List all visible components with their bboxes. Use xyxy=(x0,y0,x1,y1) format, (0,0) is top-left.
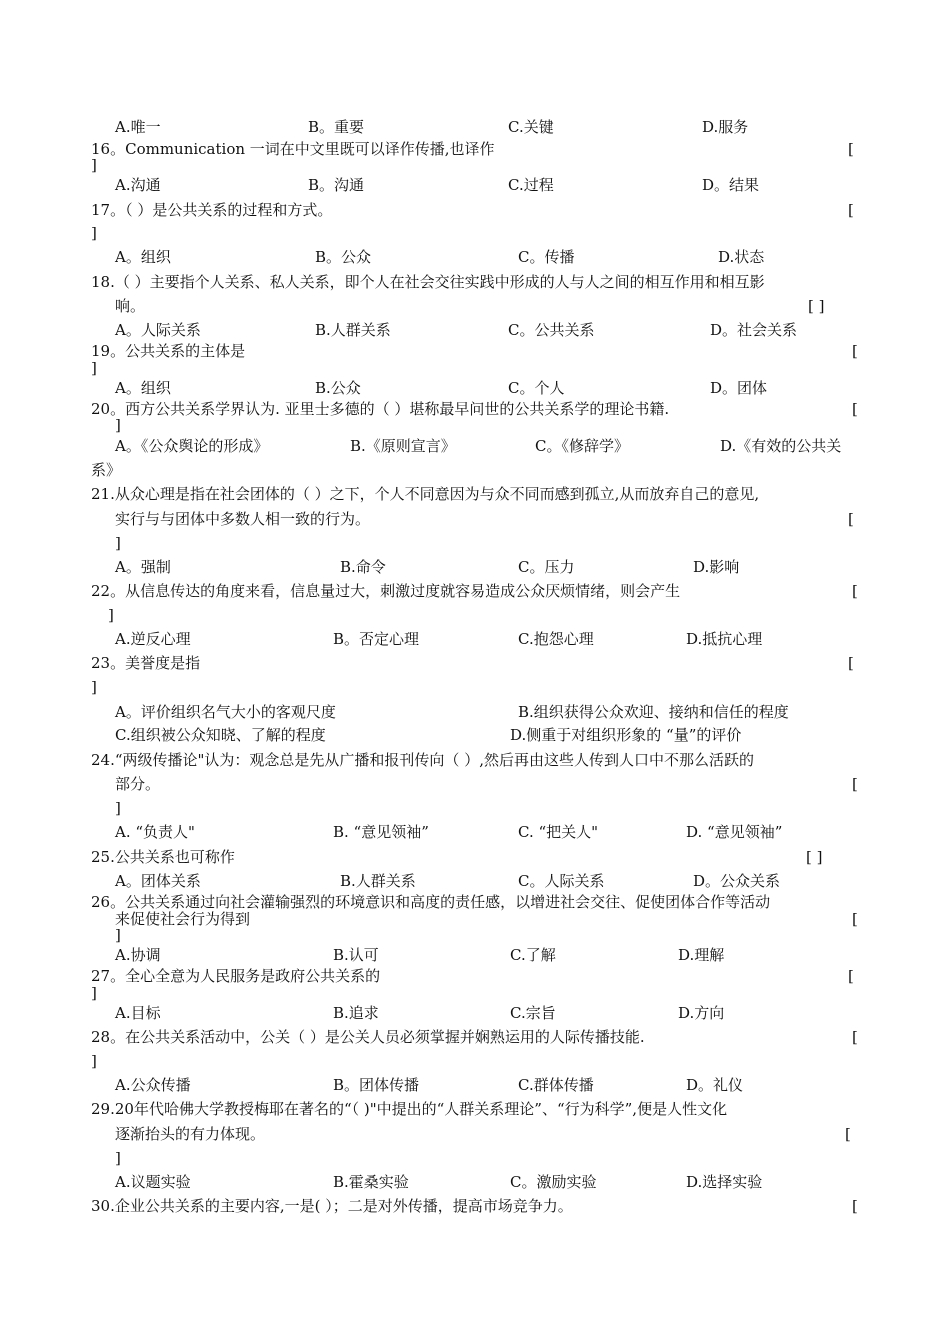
option-a: A.目标 xyxy=(115,1004,161,1022)
option-a: A.唯一 xyxy=(115,118,161,136)
question-stem-continued: 逐渐抬头的有力体现。 xyxy=(115,1125,266,1143)
answer-bracket-open: [ xyxy=(852,582,858,600)
answer-bracket-close: ] xyxy=(115,799,121,817)
question-stem: 16。Communication 一词在中文里既可以译作传播,也译作 xyxy=(91,140,495,158)
option-c: C。《修辞学》 xyxy=(535,437,629,455)
option-c: C。传播 xyxy=(518,248,575,266)
option-a: A。人际关系 xyxy=(115,321,201,339)
option-b: B.人群关系 xyxy=(340,872,416,890)
option-b: B.认可 xyxy=(333,946,379,964)
option-b: B。沟通 xyxy=(308,176,365,194)
option-a: A.议题实验 xyxy=(115,1173,191,1191)
option-d: D. “意见领袖” xyxy=(686,823,783,841)
option-c: C.关键 xyxy=(508,118,554,136)
question-stem-continued: 响。 xyxy=(115,297,146,315)
question-stem: 18.（ ）主要指个人关系、私人关系，即个人在社会交往实践中形成的人与人之间的相互作用和相互影 xyxy=(91,273,765,291)
answer-bracket-open: [ xyxy=(852,910,858,928)
option-a: A。团体关系 xyxy=(115,872,201,890)
option-d: D.选择实验 xyxy=(686,1173,763,1191)
answer-bracket-open: [ xyxy=(848,201,854,219)
option-d: D。礼仪 xyxy=(686,1076,744,1094)
option-c: C。压力 xyxy=(518,558,575,576)
option-d: D.方向 xyxy=(678,1004,725,1022)
option-d: D.状态 xyxy=(718,248,765,266)
question-stem: 29.20年代哈佛大学教授梅耶在著名的“（ )"中提出的“人群关系理论”、“行为科学”,便是人性文化 xyxy=(91,1100,728,1118)
question-stem: 22。从信息传达的角度来看，信息量过大，刺激过度就容易造成公众厌烦情绪，则会产生 xyxy=(91,582,681,600)
option-b: B.霍桑实验 xyxy=(333,1173,409,1191)
option-a: A. “负责人" xyxy=(115,823,195,841)
option-b: B。团体传播 xyxy=(333,1076,420,1094)
answer-bracket-open: [ xyxy=(852,1197,858,1215)
question-stem: 27。全心全意为人民服务是政府公共关系的 xyxy=(91,967,381,985)
option-d: D.服务 xyxy=(702,118,749,136)
option-a: A。组织 xyxy=(115,379,171,397)
option-c: C.组织被公众知晓、了解的程度 xyxy=(115,726,326,744)
question-stem: 21.从众心理是指在社会团体的（ ）之下，个人不同意因为与众不同而感到孤立,从而放弃自己的意见, xyxy=(91,485,760,503)
question-stem: 24.“两级传播论"认为：观念总是先从广播和报刊传向（ ）,然后再由这些人传到人口中不那么活跃的 xyxy=(91,751,754,769)
question-stem: 23。美誉度是指 xyxy=(91,654,201,672)
option-c: C. “把关人" xyxy=(518,823,599,841)
answer-bracket: [ ] xyxy=(808,297,825,315)
option-d-continued: 系》 xyxy=(91,461,122,479)
answer-bracket-open: [ xyxy=(852,1028,858,1046)
option-c: C.群体传播 xyxy=(518,1076,594,1094)
option-c: C.宗旨 xyxy=(510,1004,556,1022)
option-d: D.抵抗心理 xyxy=(686,630,763,648)
answer-bracket-open: [ xyxy=(848,510,854,528)
option-a: A。评价组织名气大小的客观尺度 xyxy=(115,703,336,721)
option-b: B。否定心理 xyxy=(333,630,420,648)
answer-bracket-open: [ xyxy=(848,654,854,672)
question-stem: 19。公共关系的主体是 xyxy=(91,342,246,360)
option-c: C.过程 xyxy=(508,176,554,194)
option-d: D.影响 xyxy=(693,558,740,576)
option-a: A。组织 xyxy=(115,248,171,266)
answer-bracket-close: ] xyxy=(108,606,114,624)
option-c: C。人际关系 xyxy=(518,872,605,890)
question-stem: 17。（ ）是公共关系的过程和方式。 xyxy=(91,201,333,219)
option-b: B.公众 xyxy=(315,379,361,397)
question-stem: 28。在公共关系活动中，公关（ ）是公关人员必须掌握并娴熟运用的人际传播技能. xyxy=(91,1028,645,1046)
option-b: B.人群关系 xyxy=(315,321,391,339)
option-a: A。强制 xyxy=(115,558,171,576)
option-a: A。《公众舆论的形成》 xyxy=(115,437,269,455)
option-c: C。激励实验 xyxy=(510,1173,597,1191)
option-a: A.公众传播 xyxy=(115,1076,191,1094)
answer-bracket-close: ] xyxy=(91,1052,97,1070)
question-stem: 30.企业公共关系的主要内容,一是( ）；二是对外传播，提高市场竞争力。 xyxy=(91,1197,573,1215)
question-stem-continued: 来促使社会行为得到 xyxy=(115,910,251,928)
answer-bracket-open: [ xyxy=(852,775,858,793)
option-a: A.协调 xyxy=(115,946,161,964)
question-stem-continued: 部分。 xyxy=(115,775,161,793)
option-b: B.《原则宣言》 xyxy=(350,437,456,455)
option-b: B。公众 xyxy=(315,248,372,266)
answer-bracket-close: ] xyxy=(91,678,97,696)
answer-bracket-close: ] xyxy=(115,1149,121,1167)
option-c: C。公共关系 xyxy=(508,321,595,339)
option-d: D。社会关系 xyxy=(710,321,798,339)
option-d: D.理解 xyxy=(678,946,725,964)
option-d: D。团体 xyxy=(710,379,768,397)
answer-bracket-open: [ xyxy=(848,140,854,158)
answer-bracket-close: ] xyxy=(91,224,97,242)
option-b: B.组织获得公众欢迎、接纳和信任的程度 xyxy=(518,703,789,721)
answer-bracket-close: ] xyxy=(115,926,121,944)
question-stem-continued: 实行与与团体中多数人相一致的行为。 xyxy=(115,510,371,528)
option-d: D.《有效的公共关 xyxy=(720,437,842,455)
question-stem: 20。西方公共关系学界认为. 亚里士多德的（ ）堪称最早问世的公共关系学的理论书籍. xyxy=(91,400,670,418)
answer-bracket-open: [ xyxy=(852,342,858,360)
option-b: B.命令 xyxy=(340,558,386,576)
option-b: B. “意见领袖” xyxy=(333,823,429,841)
option-c: C.抱怨心理 xyxy=(518,630,594,648)
question-stem: 26。公共关系通过向社会灌输强烈的环境意识和高度的责任感，以增进社会交往、促使团体合作等活动 xyxy=(91,893,771,911)
option-d: D。结果 xyxy=(702,176,760,194)
answer-bracket-open: [ xyxy=(852,400,858,418)
option-d: D.侧重于对组织形象的 “量”的评价 xyxy=(510,726,742,744)
answer-bracket-close: ] xyxy=(91,984,97,1002)
question-stem: 25.公共关系也可称作 xyxy=(91,848,235,866)
answer-bracket-close: ] xyxy=(115,534,121,552)
answer-bracket: [ ] xyxy=(806,848,823,866)
option-c: C。个人 xyxy=(508,379,565,397)
answer-bracket-open: [ xyxy=(845,1125,851,1143)
answer-bracket-close: ] xyxy=(91,359,97,377)
option-c: C.了解 xyxy=(510,946,556,964)
option-a: A.逆反心理 xyxy=(115,630,191,648)
option-a: A.沟通 xyxy=(115,176,161,194)
option-d: D。公众关系 xyxy=(693,872,781,890)
answer-bracket-close: ] xyxy=(91,156,97,174)
option-b: B。重要 xyxy=(308,118,365,136)
answer-bracket-close: ] xyxy=(115,416,121,434)
answer-bracket-open: [ xyxy=(848,967,854,985)
option-b: B.追求 xyxy=(333,1004,379,1022)
